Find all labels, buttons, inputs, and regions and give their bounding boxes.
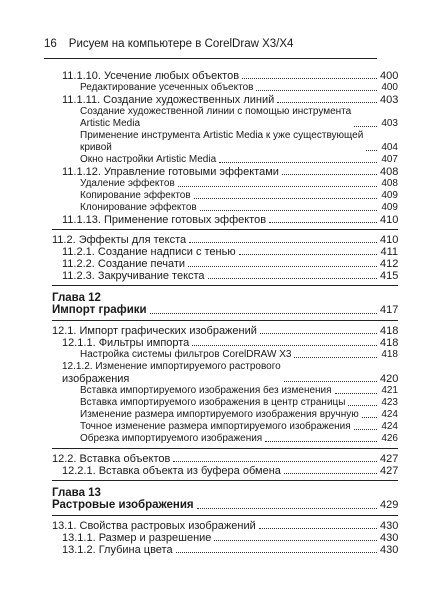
- chapter-13-page: 429: [380, 499, 399, 511]
- toc-entry: [52, 214, 398, 226]
- toc-entry-page: 430: [380, 532, 399, 544]
- toc-entry-text-line1: Создание художественной линии с помощью инструмента: [80, 106, 352, 117]
- dot-leader: [197, 508, 377, 509]
- toc-entry: [52, 397, 398, 409]
- toc-entry: [52, 82, 398, 94]
- dot-leader: [265, 441, 377, 442]
- toc-entry: [52, 106, 398, 130]
- dot-leader: [354, 126, 377, 127]
- toc-entry-page: 407: [381, 154, 398, 165]
- toc-entry-page: 418: [380, 325, 399, 337]
- toc-entry: [52, 325, 398, 337]
- dot-leader: [354, 429, 377, 430]
- dot-leader: [260, 333, 377, 334]
- toc-entry-text: [62, 361, 281, 385]
- running-title: Рисуем на компьютере в CorelDraw X3/X4: [68, 38, 294, 50]
- toc-entry-page: 403: [380, 94, 399, 106]
- toc-entry-page: 404: [381, 142, 398, 153]
- dot-leader: [284, 381, 377, 382]
- toc-entry-page: 412: [380, 258, 399, 270]
- dot-leader: [194, 198, 377, 199]
- toc-entry-text: 11.1.13. Применение готовых эффектов: [62, 214, 267, 226]
- toc-entry-page: 424: [381, 409, 398, 420]
- toc-entry-text: 11.1.10. Усечение любых объектов: [62, 70, 240, 82]
- toc-entry: [52, 270, 398, 282]
- toc-block-12-1: [52, 325, 398, 445]
- toc-entry-text: 11.2.3. Закручивание текста: [62, 270, 205, 282]
- dot-leader: [269, 222, 377, 223]
- toc-entry-text-line2: изображения: [62, 373, 130, 385]
- toc-entry: [52, 154, 398, 166]
- dot-leader: [188, 266, 377, 267]
- toc-entry: [52, 465, 398, 477]
- dot-leader: [192, 345, 377, 346]
- chapter-13-title: Растровые изображения: [52, 499, 194, 511]
- toc-entry: [52, 532, 398, 544]
- toc-entry: [52, 234, 398, 246]
- toc-block-13-1: [52, 520, 398, 556]
- dot-leader: [348, 405, 377, 406]
- toc-block-12-2: [52, 453, 398, 477]
- toc-entry: [52, 94, 398, 106]
- toc-entry-page: 430: [380, 520, 399, 532]
- toc-entry-page: 410: [380, 234, 399, 246]
- section-rule: [52, 448, 398, 449]
- toc-entry-text: Редактирование усеченных объектов: [80, 82, 254, 93]
- toc-entry: [52, 246, 398, 258]
- dot-leader: [335, 393, 377, 394]
- toc-entry-text: 12.2.1. Вставка объекта из буфера обмена: [62, 465, 281, 477]
- toc-entry-text: Изменение размера импортируемого изображения вручную: [80, 409, 359, 420]
- page-number: 16: [44, 38, 57, 50]
- toc-block-11-2: [52, 234, 398, 282]
- toc-entry-text: 12.1.1. Фильтры импорта: [62, 337, 190, 349]
- toc-entry-text: 12.2. Вставка объектов: [52, 453, 171, 465]
- toc-entry-text-line2: кривой: [80, 142, 112, 153]
- toc-entry-page: 408: [381, 178, 398, 189]
- toc-entry-text: Точное изменение размера импортируемого изображения: [80, 421, 351, 432]
- toc-entry-page: 423: [381, 397, 398, 408]
- dot-leader: [173, 461, 377, 462]
- dot-leader: [362, 417, 377, 418]
- toc-entry-page: 427: [380, 465, 399, 477]
- dot-leader: [259, 528, 377, 529]
- dot-leader: [256, 90, 377, 91]
- dot-leader: [219, 162, 377, 163]
- toc-entry-text: 13.1. Свойства растровых изображений: [52, 520, 256, 532]
- toc-entry-text: Вставка импортируемого изображения без изменения: [80, 385, 332, 396]
- toc-entry-page: 400: [381, 82, 398, 93]
- toc-entry: [52, 385, 398, 397]
- toc-entry-page: 418: [380, 337, 399, 349]
- toc-entry: [52, 130, 398, 154]
- toc-entry-page: 418: [381, 349, 398, 360]
- toc-entry: [52, 70, 398, 82]
- toc-entry: [52, 544, 398, 556]
- dot-leader: [178, 186, 377, 187]
- toc-entry-page: 420: [380, 373, 399, 385]
- dot-leader: [284, 473, 377, 474]
- running-header: [44, 38, 293, 50]
- toc-entry-text-line1: 12.1.2. Изменение импортируемого растрового: [62, 361, 281, 372]
- section-rule: [52, 515, 398, 516]
- dot-leader: [150, 313, 377, 314]
- toc-entry-text: Клонирование эффектов: [80, 202, 197, 213]
- toc-entry: [52, 202, 398, 214]
- toc-entry-text: 13.1.1. Размер и разрешение: [62, 532, 212, 544]
- toc-entry-text: 12.1. Импорт графических изображений: [52, 325, 257, 337]
- toc-entry: [52, 409, 398, 421]
- header-rule: [44, 58, 377, 59]
- toc-entry-text: [80, 130, 363, 154]
- dot-leader: [294, 357, 377, 358]
- toc-entry: [52, 361, 398, 385]
- chapter-12-label: Глава 12: [52, 292, 101, 304]
- section-rule: [52, 229, 398, 230]
- toc-entry-text: 13.1.2. Глубина цвета: [62, 544, 173, 556]
- toc-entry-text: 11.1.12. Управление готовыми эффектами: [62, 166, 279, 178]
- toc-entry-text-line1: Применение инструмента Artistic Media к уже существующей: [80, 130, 364, 141]
- dot-leader: [239, 254, 377, 255]
- toc-entry-text: Настройка системы фильтров CorelDRAW X3: [80, 349, 292, 360]
- dot-leader: [282, 174, 377, 175]
- toc-entry-text-line2: Artistic Media: [80, 118, 141, 129]
- chapter-12-title: Импорт графики: [52, 304, 147, 316]
- toc-entry-page: 409: [381, 202, 398, 213]
- chapter-12-page: 417: [380, 304, 399, 316]
- toc-entry: [52, 349, 398, 361]
- dot-leader: [214, 540, 377, 541]
- toc-entry: [52, 166, 398, 178]
- toc-entry-text: [80, 106, 351, 130]
- dot-leader: [208, 278, 377, 279]
- toc-entry-page: 403: [381, 118, 398, 129]
- section-rule: [52, 320, 398, 321]
- toc-entry-text: Окно настройки Artistic Media: [80, 154, 217, 165]
- toc-entry-page: 421: [381, 385, 398, 396]
- toc-entry-page: 400: [380, 70, 399, 82]
- dot-leader: [200, 210, 377, 211]
- toc-entry-text: 11.2.1. Создание надписи с тенью: [62, 246, 236, 258]
- table-of-contents: [52, 70, 398, 556]
- toc-entry-page: 430: [380, 544, 399, 556]
- chapter-13-label: Глава 13: [52, 487, 101, 499]
- toc-entry-page: 415: [380, 270, 399, 282]
- chapter-12-title-line: [52, 304, 398, 317]
- toc-entry-page: 426: [381, 433, 398, 444]
- toc-entry-text: 11.2.2. Создание печати: [62, 258, 186, 270]
- toc-entry: [52, 520, 398, 532]
- toc-entry-text: 11.2. Эффекты для текста: [52, 234, 187, 246]
- toc-entry-page: 409: [381, 190, 398, 201]
- section-rule: [52, 480, 398, 481]
- dot-leader: [189, 242, 377, 243]
- toc-entry-text: Удаление эффектов: [80, 178, 175, 189]
- toc-entry-page: 424: [381, 421, 398, 432]
- dot-leader: [242, 78, 377, 79]
- toc-entry: [52, 337, 398, 349]
- toc-entry-page: 411: [380, 246, 398, 258]
- toc-entry-text: Копирование эффектов: [80, 190, 191, 201]
- toc-entry: [52, 433, 398, 445]
- dot-leader: [366, 150, 377, 151]
- chapter-13-title-line: [52, 499, 398, 512]
- toc-entry: [52, 190, 398, 202]
- toc-block-11-1: [52, 70, 398, 226]
- toc-entry-page: 427: [380, 453, 399, 465]
- dot-leader: [176, 552, 377, 553]
- dot-leader: [277, 102, 377, 103]
- toc-entry: [52, 178, 398, 190]
- toc-entry-page: 410: [380, 214, 399, 226]
- toc-entry-page: 408: [380, 166, 399, 178]
- toc-entry-text: Вставка импортируемого изображения в центр страницы: [80, 397, 346, 408]
- toc-entry-text: Обрезка импортируемого изображения: [80, 433, 263, 444]
- toc-entry-text: 11.1.11. Создание художественных линий: [62, 94, 275, 106]
- toc-entry: [52, 421, 398, 433]
- toc-entry: [52, 258, 398, 270]
- section-rule: [52, 285, 398, 286]
- toc-entry: [52, 453, 398, 465]
